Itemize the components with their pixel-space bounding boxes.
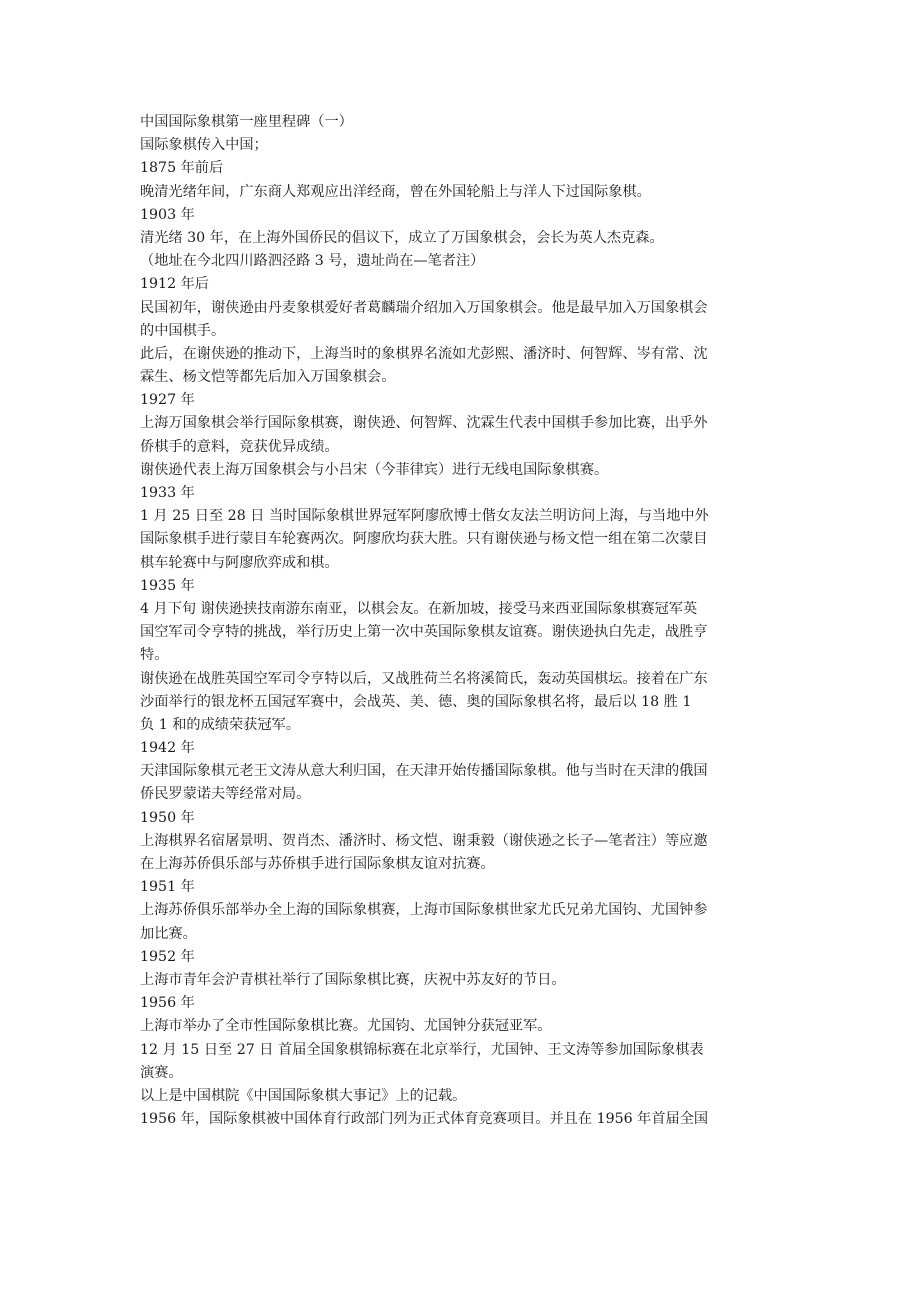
text-line: 1927 年	[140, 392, 195, 409]
text-line: 侨民罗蒙诺夫等经常对局。	[140, 786, 311, 803]
text-line: 天津国际象棋元老王文涛从意大利归国，在天津开始传播国际象棋。他与当时在天津的俄国	[140, 763, 708, 780]
text-line: 上海万国象棋会举行国际象棋赛，谢侠逊、何智辉、沈霖生代表中国棋手参加比赛，出乎外	[140, 415, 708, 432]
document-body	[140, 111, 785, 1131]
text-line: 加比赛。	[140, 925, 197, 942]
text-line: 此后，在谢侠逊的推动下，上海当时的象棋界名流如尤彭熙、潘济时、何智辉、岑有常、沈	[140, 345, 708, 362]
text-line: 负 1 和的成绩荣获冠军。	[140, 716, 300, 733]
text-line: 1956 年	[140, 995, 195, 1012]
text-line: 晚清光绪年间，广东商人郑观应出洋经商，曾在外国轮船上与洋人下过国际象棋。	[140, 183, 651, 200]
text-line: 上海市举办了全市性国际象棋比赛。尤国钧、尤国钟分获冠亚军。	[140, 1018, 552, 1035]
text-line: 1875 年前后	[140, 160, 224, 177]
text-line: 中国国际象棋第一座里程碑（一）	[140, 114, 353, 130]
text-line: 谢侠逊在战胜英国空军司令亨特以后，又战胜荷兰名将溪简氏，轰动英国棋坛。接着在广东	[140, 670, 708, 687]
text-line: 棋车轮赛中与阿廖欣弈成和棋。	[140, 554, 339, 571]
text-line: 1 月 25 日至 28 日 当时国际象棋世界冠军阿廖欣博士偕女友法兰明访问上海，与当地中外	[140, 508, 709, 525]
text-line: 特。	[140, 647, 169, 664]
text-line: 谢侠逊代表上海万国象棋会与小吕宋（今菲律宾）进行无线电国际象棋赛。	[140, 461, 609, 478]
text-line: 1935 年	[140, 577, 195, 594]
text-line: 上海苏侨俱乐部举办全上海的国际象棋赛，上海市国际象棋世家尤氏兄弟尤国钧、尤国钟参	[140, 902, 708, 919]
text-line: 4 月下旬 谢侠逊挟技南游东南亚，以棋会友。在新加坡，接受马来西亚国际象棋赛冠军英	[140, 600, 698, 617]
text-line: 1933 年	[140, 485, 195, 501]
text-line: 1942 年	[140, 740, 195, 757]
text-line: 国际象棋传入中国；	[140, 137, 268, 154]
text-line: 霖生、杨文恺等都先后加入万国象棋会。	[140, 369, 396, 386]
text-line: 1952 年	[140, 948, 195, 965]
text-line: 的中国棋手。	[140, 322, 226, 339]
text-line: 1903 年	[140, 206, 195, 223]
text-line: 国际象棋手进行蒙目车轮赛两次。阿廖欣均获大胜。只有谢侠逊与杨文恺一组在第二次蒙目	[140, 531, 708, 548]
text-line: 12 月 15 日至 27 日 首届全国象棋锦标赛在北京举行，尤国钟、王文涛等参加国际象棋表	[140, 1041, 704, 1058]
text-line: 演赛。	[140, 1064, 183, 1081]
text-line: 1956 年，国际象棋被中国体育行政部门列为正式体育竞赛项目。并且在 1956 年首届全国	[140, 1111, 709, 1128]
text-line: 上海市青年会沪青棋社举行了国际象棋比赛，庆祝中苏友好的节日。	[140, 971, 566, 988]
text-line: 沙面举行的银龙杯五国冠军赛中，会战英、美、德、奥的国际象棋名将，最后以 18 胜 1	[140, 693, 692, 710]
text-line: 民国初年，谢侠逊由丹麦象棋爱好者葛麟瑞介绍加入万国象棋会。他是最早加入万国象棋会	[140, 299, 708, 316]
text-line: 侨棋手的意料，竞获优异成绩。	[140, 438, 339, 455]
text-line: 1912 年后	[140, 276, 209, 293]
text-line: 清光绪 30 年，在上海外国侨民的倡议下，成立了万国象棋会，会长为英人杰克森。	[140, 229, 664, 246]
text-line: （地址在今北四川路泗泾路 3 号，遗址尚在—笔者注）	[140, 253, 485, 270]
text-line: 在上海苏侨俱乐部与苏侨棋手进行国际象棋友谊对抗赛。	[140, 856, 495, 872]
text-line: 1951 年	[140, 879, 195, 896]
text-line: 以上是中国棋院《中国国际象棋大事记》上的记载。	[140, 1087, 467, 1104]
text-line: 上海棋界名宿屠景明、贺肖杰、潘济时、杨文恺、谢秉毅（谢侠逊之长子—笔者注）等应邀	[140, 832, 708, 849]
text-line: 1950 年	[140, 809, 195, 826]
text-line: 国空军司令亨特的挑战，举行历史上第一次中英国际象棋友谊赛。谢侠逊执白先走，战胜亨	[140, 624, 708, 641]
